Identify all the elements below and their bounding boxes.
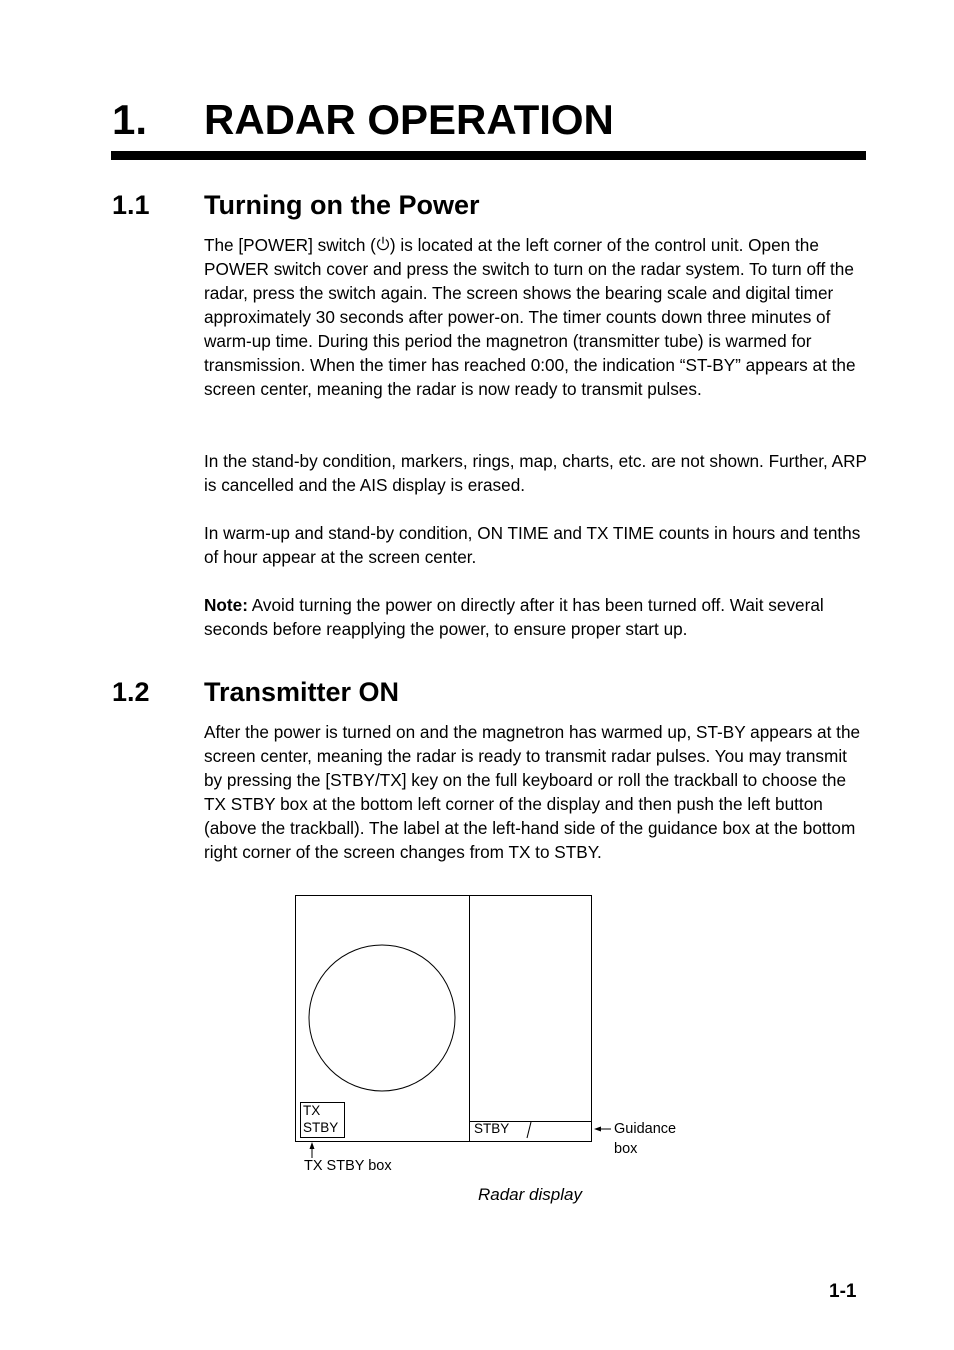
note-label: Note:: [204, 595, 248, 615]
power-icon: [376, 236, 390, 252]
txstby-arrow-head: [310, 1142, 315, 1149]
page-number: 1-1: [829, 1281, 857, 1302]
section-1-heading: [112, 189, 479, 221]
stby-label: STBY: [303, 1120, 339, 1135]
guidance-stby-label: STBY: [474, 1121, 510, 1136]
txstby-callout: TX STBY box: [304, 1158, 392, 1174]
display-frame: [296, 896, 592, 1142]
section-2-title: Transmitter ON: [204, 677, 400, 707]
section-2-paragraph-1: After the power is turned on and the magnetron has warmed up, ST-BY appears at the screen center, meaning the radar is ready to transmit radar pulses. You may transmit by pressing the [STBY/TX] key on the full keyboard or roll the trackball to choose the TX STBY box at the bottom left corner of the display and then push the left button (above the trackball). The label at the left-hand side of the guidance box at the bottom right corner of the screen changes from TX to STBY.: [204, 722, 861, 862]
section-2-number: 1.2: [112, 677, 150, 707]
tx-label: TX: [303, 1103, 321, 1118]
guidance-callout-line-1: Guidance: [614, 1121, 677, 1137]
chapter-rule: [111, 151, 866, 160]
note-text: Avoid turning the power on directly after it has been turned off. Wait several seconds before reapplying the power, to ensure proper start up.: [204, 595, 824, 639]
guidance-slash: [527, 1122, 531, 1138]
chapter-number: 1.: [112, 96, 148, 143]
section-1-note: [204, 593, 868, 641]
radar-circle: [309, 945, 455, 1091]
section-1-paragraph-3: In warm-up and stand-by condition, ON TIME and TX TIME counts in hours and tenths of hour appear at the screen center.: [204, 523, 861, 567]
section-1-paragraph-1: [204, 233, 868, 401]
section-1-title: Turning on the Power: [204, 190, 480, 220]
guidance-callout-line-2: box: [614, 1141, 638, 1157]
section-2-heading: [112, 676, 399, 708]
section-1-number: 1.1: [112, 190, 150, 220]
figure-caption: Radar display: [478, 1185, 582, 1204]
guidance-arrow-head: [594, 1127, 601, 1132]
section-1-paragraph-2: In the stand-by condition, markers, rings, map, charts, etc. are not shown. Further, ARP is cancelled and the AIS display is erased.: [204, 451, 867, 495]
chapter-title: RADAR OPERATION: [204, 96, 614, 143]
paragraph-text: ) is located at the left corner of the control unit. Open the POWER switch cover and press the switch to turn on the radar system. To turn off the radar, press the switch again. The screen shows the bearing scale and digital timer approximately 30 seconds after power-on. The timer counts down three minutes of warm-up time. During this period the magnetron (transmitter tube) is warmed for transmission. When the timer has reached 0:00, the indication “ST-BY” appears at the screen center, meaning the radar is now ready to transmit pulses.: [204, 235, 856, 399]
chapter-heading: [112, 96, 614, 144]
paragraph-text: The [POWER] switch (: [204, 235, 376, 255]
